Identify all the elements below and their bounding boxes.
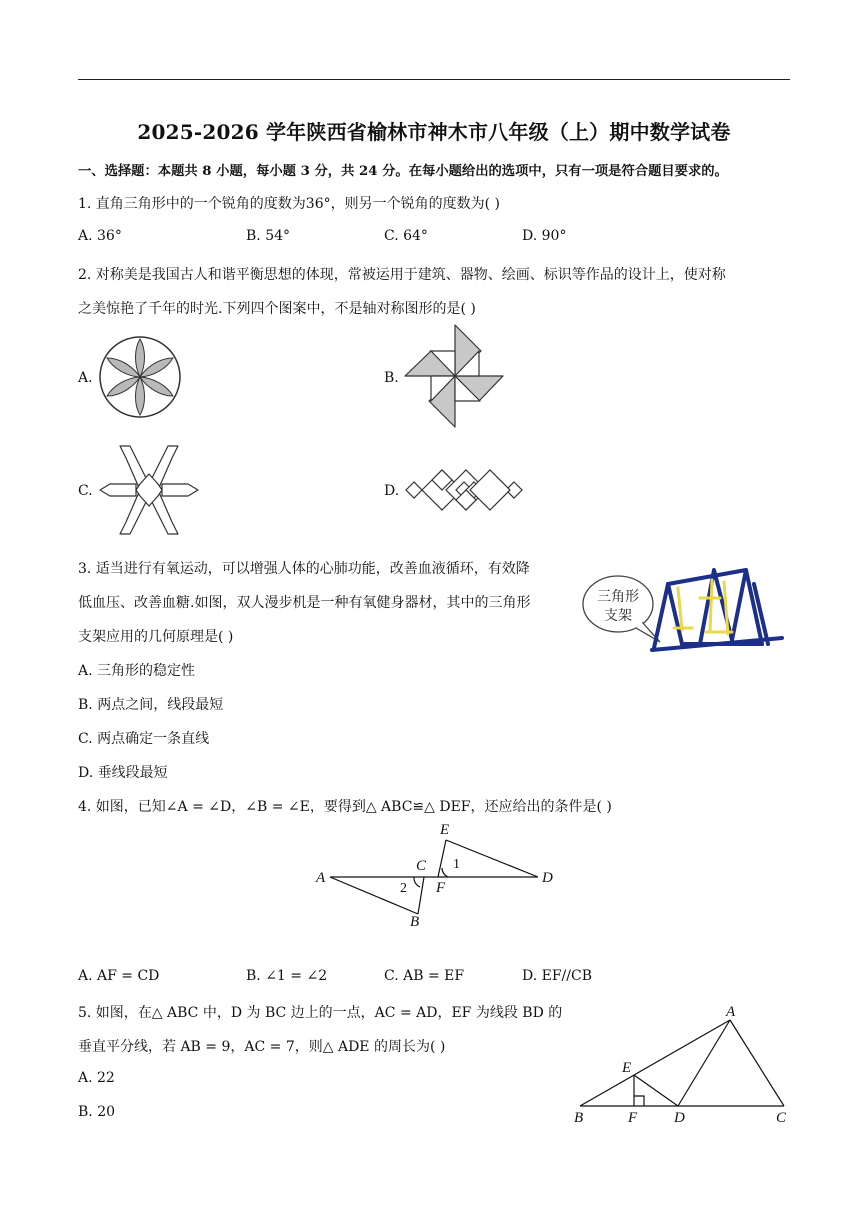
q4-option-d[interactable]: D. EF//CB (522, 968, 592, 984)
q4-option-b[interactable]: B. ∠1 = ∠2 (246, 968, 328, 984)
q2-option-d-label[interactable]: D. (384, 483, 400, 499)
q5-figure-triangle (570, 1000, 794, 1128)
q1-stem: 1. 直角三角形中的一个锐角的度数为36°，则另一个锐角的度数为( ) (78, 196, 500, 212)
q3-bubble-line2: 支架 (604, 608, 632, 624)
q3-option-c[interactable]: C. 两点确定一条直线 (78, 731, 210, 747)
q5-label-c: C (776, 1110, 787, 1126)
q5-stem-line1: 5. 如图，在△ ABC 中，D 为 BC 边上的一点，AC = AD，EF 为线段 BD 的 (78, 1005, 563, 1021)
q3-stem-line2: 低血压、改善血糖.如图，双人漫步机是一种有氧健身器材，其中的三角形 (78, 595, 531, 611)
q3-stem-line1: 3. 适当进行有氧运动，可以增强人体的心肺功能，改善血液循环，有效降 (78, 561, 530, 577)
q4-label-d: D (542, 870, 553, 886)
q4-label-a: A (316, 870, 326, 886)
header-rule (78, 79, 790, 80)
q4-label-e: E (440, 822, 450, 838)
q5-stem-line2: 垂直平分线，若 AB = 9，AC = 7，则△ ADE 的周长为( ) (78, 1039, 446, 1055)
q1-option-c[interactable]: C. 64° (384, 228, 428, 244)
q3-option-d[interactable]: D. 垂线段最短 (78, 765, 168, 781)
q4-label-b: B (410, 914, 420, 930)
q2-stem-line2: 之美惊艳了千年的时光.下列四个图案中，不是轴对称图形的是( ) (78, 301, 476, 317)
q2-stem-line1: 2. 对称美是我国古人和谐平衡思想的体现，常被运用于建筑、器物、绘画、标识等作品的设计上，使对称 (78, 267, 726, 283)
q4-option-c[interactable]: C. AB = EF (384, 968, 465, 984)
q5-label-a: A (726, 1004, 736, 1020)
q2-option-c-label[interactable]: C. (78, 483, 93, 499)
q1-option-a[interactable]: A. 36° (78, 228, 122, 244)
q4-option-a[interactable]: A. AF = CD (78, 968, 160, 984)
q2-option-a-label[interactable]: A. (78, 370, 93, 386)
q3-option-a[interactable]: A. 三角形的稳定性 (78, 663, 196, 679)
q1-option-b[interactable]: B. 54° (246, 228, 291, 244)
q4-label-c: C (416, 858, 427, 874)
q2-figure-a-flower (98, 335, 182, 419)
q4-stem: 4. 如图，已知∠A = ∠D，∠B = ∠E，要得到△ ABC≌△ DEF，还应给出的条件是( ) (78, 799, 612, 815)
q5-label-f: F (628, 1110, 638, 1126)
q2-figure-d-diamonds (404, 462, 524, 518)
q3-option-b[interactable]: B. 两点之间，线段最短 (78, 697, 224, 713)
q1-option-d[interactable]: D. 90° (522, 228, 567, 244)
q3-figure-walker-machine (582, 558, 792, 664)
q4-angle-1: 1 (453, 857, 460, 872)
page-title: 2025-2026 学年陕西省榆林市神木市八年级（上）期中数学试卷 (137, 120, 731, 144)
q4-angle-2: 2 (400, 881, 407, 896)
section-heading-1: 一、选择题：本题共 8 小题，每小题 3 分，共 24 分。在每小题给出的选项中，只有一项是符合题目要求的。 (78, 164, 728, 179)
q2-option-b-label[interactable]: B. (384, 370, 399, 386)
q3-stem-line3: 支架应用的几何原理是( ) (78, 629, 234, 645)
q4-figure-triangles (310, 818, 560, 934)
q5-label-e: E (622, 1060, 632, 1076)
q2-figure-c-star (96, 444, 202, 536)
q5-label-b: B (574, 1110, 584, 1126)
q2-figure-b-pinwheel (403, 323, 505, 429)
q5-option-a[interactable]: A. 22 (78, 1070, 115, 1086)
q4-label-f: F (436, 880, 446, 896)
q5-label-d: D (674, 1110, 685, 1126)
q3-bubble-line1: 三角形 (597, 589, 639, 605)
q5-option-b[interactable]: B. 20 (78, 1104, 116, 1120)
